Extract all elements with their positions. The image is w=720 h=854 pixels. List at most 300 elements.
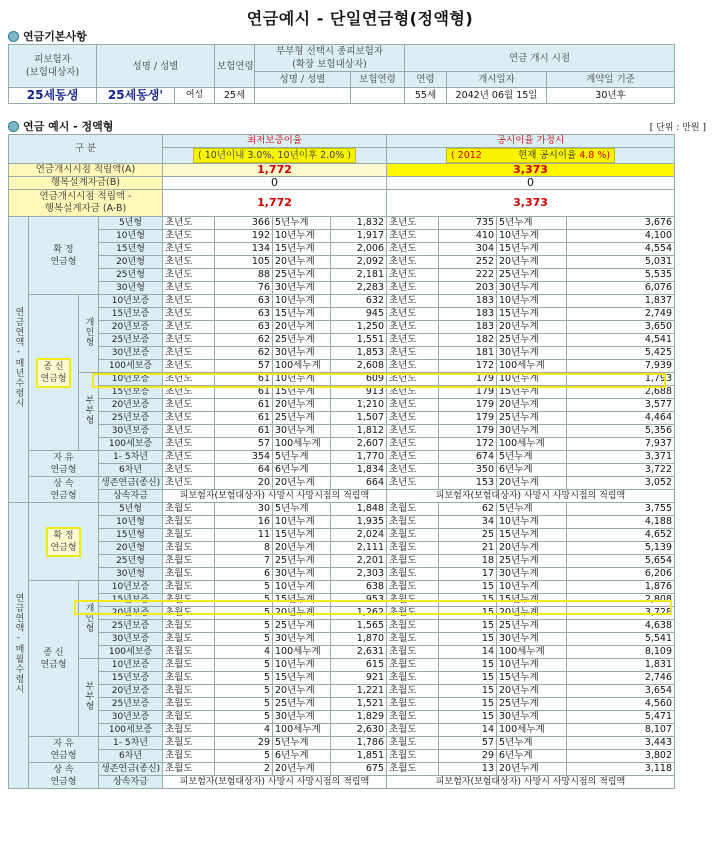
cell-v4: 8,109: [567, 646, 675, 659]
cell-v4: 5,356: [567, 425, 675, 438]
data-row: [9, 529, 675, 542]
cell-v4: 2,746: [567, 672, 675, 685]
insured-value: 25세동생: [9, 88, 97, 104]
data-row: [9, 451, 675, 464]
cell-unit2: 25년누계: [273, 334, 331, 347]
cell-unit4: 15년누계: [497, 529, 567, 542]
cell-unit4: 10년누계: [497, 659, 567, 672]
cell-unit2: 20년누계: [273, 256, 331, 269]
data-row: [9, 243, 675, 256]
start-date-value: 2042년 06월 15일: [447, 88, 547, 104]
spouse-name-header: 성명 / 성별: [255, 72, 351, 88]
data-row: [9, 347, 675, 360]
individual-label: 개인형: [79, 581, 99, 659]
cell-unit3: 초년도: [387, 425, 439, 438]
cell-unit2: 20년누계: [273, 321, 331, 334]
summary-pub-value: 3,373: [387, 164, 675, 177]
cell-v2: 1,870: [331, 633, 387, 646]
pub-rate-note: ( 2012 현재 공시이율 4.8 %): [446, 148, 615, 163]
cell-unit1: 초월도: [163, 750, 215, 763]
cell-v1: 2: [215, 763, 273, 776]
bullet-icon: [8, 121, 19, 132]
cell-v4: 4,100: [567, 230, 675, 243]
cell-unit4: 20년누계: [497, 607, 567, 620]
cell-v2: 638: [331, 581, 387, 594]
cell-unit4: 10년누계: [497, 516, 567, 529]
cell-unit4: 6년누계: [497, 750, 567, 763]
cell-unit3: 초년도: [387, 243, 439, 256]
cell-unit2: 20년누계: [273, 607, 331, 620]
spouse-age-value: [351, 88, 405, 104]
cell-unit4: 20년누계: [497, 763, 567, 776]
data-row: [9, 503, 675, 516]
cell-unit2: 15년누계: [273, 386, 331, 399]
cell-v3: 410: [439, 230, 497, 243]
row-type-label: 생존연금(종신): [99, 477, 163, 490]
cell-unit1: 초년도: [163, 438, 215, 451]
data-row: [9, 698, 675, 711]
cell-unit2: 5년누계: [273, 451, 331, 464]
sex-value: 여성: [175, 88, 215, 104]
cell-v1: 76: [215, 282, 273, 295]
cell-v3: 183: [439, 295, 497, 308]
life-type-label: 종 신 연금형: [29, 581, 79, 737]
cell-v2: 2,201: [331, 555, 387, 568]
data-row: [9, 295, 675, 308]
cell-v2: 1,521: [331, 698, 387, 711]
cell-unit1: 초월도: [163, 568, 215, 581]
cell-unit4: 5년누계: [497, 451, 567, 464]
cell-v3: 15: [439, 594, 497, 607]
cell-unit3: 초월도: [387, 711, 439, 724]
cell-unit2: 10년누계: [273, 581, 331, 594]
cell-unit1: 초년도: [163, 282, 215, 295]
data-row: [9, 373, 675, 386]
cell-v4: 2,688: [567, 386, 675, 399]
cell-v3: 14: [439, 724, 497, 737]
cell-v3: 350: [439, 464, 497, 477]
data-row: [9, 269, 675, 282]
cell-v1: 88: [215, 269, 273, 282]
cell-unit4: 5년누계: [497, 737, 567, 750]
start-age-header: 연령: [405, 72, 447, 88]
cell-unit1: 초월도: [163, 724, 215, 737]
cell-unit3: 초년도: [387, 412, 439, 425]
data-row: [9, 425, 675, 438]
cell-unit2: 25년누계: [273, 620, 331, 633]
cell-unit2: 20년누계: [273, 477, 331, 490]
data-row: [9, 334, 675, 347]
cell-unit1: 초년도: [163, 347, 215, 360]
cell-v1: 5: [215, 633, 273, 646]
data-row: [9, 568, 675, 581]
cell-unit1: 초월도: [163, 763, 215, 776]
cell-unit4: 25년누계: [497, 334, 567, 347]
cell-v1: 366: [215, 217, 273, 230]
row-type-label: 20년보증: [99, 685, 163, 698]
cell-unit1: 초년도: [163, 230, 215, 243]
row-type-label: 20년보증: [99, 399, 163, 412]
cell-unit1: 초년도: [163, 321, 215, 334]
cell-unit1: 초월도: [163, 685, 215, 698]
cell-unit1: 초월도: [163, 737, 215, 750]
cell-v4: 4,464: [567, 412, 675, 425]
cell-v2: 632: [331, 295, 387, 308]
cell-v3: 15: [439, 659, 497, 672]
cell-v1: 57: [215, 360, 273, 373]
cell-unit1: 초월도: [163, 516, 215, 529]
cell-v4: 4,638: [567, 620, 675, 633]
cell-v4: 7,937: [567, 438, 675, 451]
data-row: [9, 477, 675, 490]
cell-unit1: 초년도: [163, 477, 215, 490]
pub-rate-header: 공시이율 가정시: [387, 135, 675, 148]
cell-unit2: 10년누계: [273, 230, 331, 243]
cell-v4: 3,755: [567, 503, 675, 516]
cell-unit3: 초년도: [387, 256, 439, 269]
cell-v2: 1,829: [331, 711, 387, 724]
cell-v4: 2,808: [567, 594, 675, 607]
bullet-icon: [8, 31, 19, 42]
cell-unit2: 30년누계: [273, 633, 331, 646]
section-main-title: [8, 118, 113, 134]
contract-basis-value: 30년후: [547, 88, 675, 104]
cell-unit3: 초월도: [387, 555, 439, 568]
cell-v1: 7: [215, 555, 273, 568]
cell-unit3: 초월도: [387, 581, 439, 594]
cell-v2: 1,565: [331, 620, 387, 633]
cell-unit3: 초월도: [387, 724, 439, 737]
row-type-label: 100세보증: [99, 438, 163, 451]
cell-v1: 5: [215, 750, 273, 763]
cell-unit2: 30년누계: [273, 711, 331, 724]
cell-unit1: 초년도: [163, 412, 215, 425]
cell-unit3: 초월도: [387, 763, 439, 776]
cell-unit1: 초월도: [163, 633, 215, 646]
inherit-desc-pub: 피보험자(보험대상자) 사망시 사망시점의 적립액: [387, 490, 675, 503]
summary-pub-value: 3,373: [387, 190, 675, 217]
cell-v1: 61: [215, 386, 273, 399]
cell-v4: 5,535: [567, 269, 675, 282]
cell-unit4: 100세누계: [497, 438, 567, 451]
row-type-label: 5년형: [99, 217, 163, 230]
summary-pub-value: 0: [387, 177, 675, 190]
cell-unit4: 6년누계: [497, 464, 567, 477]
cell-v4: 4,188: [567, 516, 675, 529]
cell-v1: 11: [215, 529, 273, 542]
cell-unit3: 초년도: [387, 360, 439, 373]
cell-v2: 1,507: [331, 412, 387, 425]
cell-v4: 3,443: [567, 737, 675, 750]
cell-unit3: 초월도: [387, 646, 439, 659]
cell-v4: 1,876: [567, 581, 675, 594]
cell-v2: 2,181: [331, 269, 387, 282]
cell-v2: 913: [331, 386, 387, 399]
cell-unit2: 100세누계: [273, 724, 331, 737]
row-type-label: 생존연금(종신): [99, 763, 163, 776]
cell-unit2: 20년누계: [273, 542, 331, 555]
row-type-label: 30년형: [99, 282, 163, 295]
summary-row: [9, 164, 675, 177]
cell-v3: 179: [439, 425, 497, 438]
cell-unit3: 초년도: [387, 438, 439, 451]
cell-unit2: 15년누계: [273, 243, 331, 256]
cell-unit1: 초년도: [163, 269, 215, 282]
cell-unit2: 25년누계: [273, 269, 331, 282]
cell-v3: 15: [439, 607, 497, 620]
data-row: [9, 217, 675, 230]
cell-unit2: 100세누계: [273, 438, 331, 451]
data-row: [9, 516, 675, 529]
cell-v1: 30: [215, 503, 273, 516]
row-type-label: 6차년: [99, 464, 163, 477]
cell-v1: 62: [215, 347, 273, 360]
cell-v2: 1,812: [331, 425, 387, 438]
row-type-label: 15년보증: [99, 386, 163, 399]
row-type-label: 100세보증: [99, 646, 163, 659]
cell-unit4: 20년누계: [497, 477, 567, 490]
group-label: 연금연액-매월수령시: [9, 503, 29, 789]
cell-unit3: 초월도: [387, 672, 439, 685]
cell-unit4: 30년누계: [497, 633, 567, 646]
row-type-label: 10년보증: [99, 295, 163, 308]
cell-v4: 1,831: [567, 659, 675, 672]
category-header: 구 분: [9, 135, 163, 164]
cell-unit3: 초월도: [387, 503, 439, 516]
row-type-label: 25년형: [99, 269, 163, 282]
data-row: [9, 594, 675, 607]
cell-unit4: 10년누계: [497, 581, 567, 594]
cell-v2: 1,770: [331, 451, 387, 464]
cell-unit1: 초년도: [163, 464, 215, 477]
cell-v3: 735: [439, 217, 497, 230]
cell-unit2: 5년누계: [273, 217, 331, 230]
cell-v2: 2,092: [331, 256, 387, 269]
cell-v2: 1,250: [331, 321, 387, 334]
cell-v2: 2,630: [331, 724, 387, 737]
row-type-label: 6차년: [99, 750, 163, 763]
cell-v2: 2,111: [331, 542, 387, 555]
name-value: 25세동생': [97, 88, 175, 104]
cell-v2: 675: [331, 763, 387, 776]
row-type-label: 100세보증: [99, 724, 163, 737]
row-type-label: 25년보증: [99, 620, 163, 633]
cell-v3: 34: [439, 516, 497, 529]
cell-unit4: 15년누계: [497, 672, 567, 685]
cell-v2: 953: [331, 594, 387, 607]
row-type-label: 20년형: [99, 542, 163, 555]
cell-unit2: 20년누계: [273, 685, 331, 698]
row-type-label: 100세보증: [99, 360, 163, 373]
cell-unit1: 초월도: [163, 542, 215, 555]
data-row: [9, 464, 675, 477]
cell-v2: 921: [331, 672, 387, 685]
cell-v4: 4,554: [567, 243, 675, 256]
cell-unit4: 15년누계: [497, 386, 567, 399]
cell-unit4: 30년누계: [497, 568, 567, 581]
inherit-type-label: 상 속 연금형: [29, 763, 99, 789]
cell-unit2: 15년누계: [273, 529, 331, 542]
cell-unit1: 초월도: [163, 646, 215, 659]
data-row: [9, 438, 675, 451]
cell-v3: 252: [439, 256, 497, 269]
cell-v1: 5: [215, 620, 273, 633]
cell-v3: 15: [439, 698, 497, 711]
cell-unit3: 초월도: [387, 542, 439, 555]
cell-v4: 3,676: [567, 217, 675, 230]
inherit-row: [9, 776, 675, 789]
cell-v2: 1,221: [331, 685, 387, 698]
cell-v3: 15: [439, 620, 497, 633]
section-basic-title: [8, 28, 87, 44]
cell-unit4: 25년누계: [497, 412, 567, 425]
cell-unit1: 초년도: [163, 399, 215, 412]
age-header: 보험연령: [215, 45, 255, 88]
cell-unit1: 초년도: [163, 360, 215, 373]
data-row: [9, 581, 675, 594]
row-type-label: 30년형: [99, 568, 163, 581]
cell-unit4: 100세누계: [497, 646, 567, 659]
data-row: [9, 230, 675, 243]
cell-v4: 5,541: [567, 633, 675, 646]
cell-unit1: 초월도: [163, 672, 215, 685]
min-rate-note-cell: [163, 148, 387, 164]
cell-v3: 15: [439, 685, 497, 698]
row-type-label: 15년보증: [99, 672, 163, 685]
cell-v1: 4: [215, 724, 273, 737]
cell-v3: 181: [439, 347, 497, 360]
cell-unit1: 초년도: [163, 308, 215, 321]
cell-unit1: 초년도: [163, 256, 215, 269]
cell-unit1: 초년도: [163, 295, 215, 308]
min-rate-note: ( 10년이내 3.0%, 10년이후 2.0% ): [193, 148, 356, 163]
inherit-desc-min: 피보험자(보험대상자) 사망시 사망시점의 적립액: [163, 776, 387, 789]
cell-unit2: 15년누계: [273, 594, 331, 607]
cell-v1: 29: [215, 737, 273, 750]
cell-v4: 5,425: [567, 347, 675, 360]
cell-unit3: 초년도: [387, 321, 439, 334]
cell-unit2: 6년누계: [273, 750, 331, 763]
cell-v1: 134: [215, 243, 273, 256]
cell-v2: 1,935: [331, 516, 387, 529]
fixed-type-label: 확 정 연금형: [29, 503, 99, 581]
cell-unit3: 초년도: [387, 308, 439, 321]
cell-unit3: 초월도: [387, 698, 439, 711]
cell-v3: 172: [439, 438, 497, 451]
cell-v4: 5,139: [567, 542, 675, 555]
cell-v3: 153: [439, 477, 497, 490]
cell-v1: 5: [215, 607, 273, 620]
cell-v1: 5: [215, 581, 273, 594]
cell-v1: 5: [215, 711, 273, 724]
data-row: [9, 659, 675, 672]
row-type-label: 15년보증: [99, 594, 163, 607]
inherit-desc-min: 피보험자(보험대상자) 사망시 사망시점의 적립액: [163, 490, 387, 503]
cell-unit2: 30년누계: [273, 568, 331, 581]
row-type-label: 30년보증: [99, 633, 163, 646]
cell-unit2: 20년누계: [273, 763, 331, 776]
cell-v3: 179: [439, 412, 497, 425]
free-type-label: 자 유 연금형: [29, 451, 99, 477]
spouse-age-header: 보험연령: [351, 72, 405, 88]
cell-unit4: 20년누계: [497, 685, 567, 698]
header-row: [9, 135, 675, 148]
cell-v3: 179: [439, 373, 497, 386]
cell-v1: 192: [215, 230, 273, 243]
cell-v4: 6,076: [567, 282, 675, 295]
cell-unit1: 초월도: [163, 607, 215, 620]
cell-unit2: 30년누계: [273, 282, 331, 295]
cell-unit4: 25년누계: [497, 555, 567, 568]
section-basic-label: 연금기본사항: [23, 30, 87, 43]
cell-v2: 945: [331, 308, 387, 321]
cell-v4: 3,654: [567, 685, 675, 698]
data-row: [9, 555, 675, 568]
row-type-label: 15년형: [99, 529, 163, 542]
cell-v3: 17: [439, 568, 497, 581]
cell-unit3: 초월도: [387, 685, 439, 698]
cell-unit4: 15년누계: [497, 243, 567, 256]
cell-v1: 5: [215, 659, 273, 672]
group-label: 연금연액-매년수령시: [9, 217, 29, 503]
row-type-label: 20년보증: [99, 607, 163, 620]
cell-v4: 1,793: [567, 373, 675, 386]
cell-unit1: 초년도: [163, 386, 215, 399]
row-type-label: 1- 5차년: [99, 451, 163, 464]
cell-unit3: 초년도: [387, 295, 439, 308]
cell-unit2: 15년누계: [273, 308, 331, 321]
row-type-label: 25년보증: [99, 334, 163, 347]
cell-unit3: 초년도: [387, 477, 439, 490]
min-rate-header: 최저보증이율: [163, 135, 387, 148]
cell-unit2: 10년누계: [273, 373, 331, 386]
cell-v3: 183: [439, 321, 497, 334]
cell-v3: 179: [439, 386, 497, 399]
cell-unit1: 초월도: [163, 503, 215, 516]
row-type-label: 10년보증: [99, 373, 163, 386]
cell-v1: 61: [215, 373, 273, 386]
cell-v1: 61: [215, 425, 273, 438]
spouse-header: 부부형 선택시 종피보험자 (확장 보험대상자): [255, 45, 405, 72]
pub-rate-note-cell: [387, 148, 675, 164]
cell-unit1: 초월도: [163, 620, 215, 633]
cell-unit3: 초월도: [387, 737, 439, 750]
cell-v2: 1,851: [331, 750, 387, 763]
cell-unit3: 초년도: [387, 386, 439, 399]
cell-v3: 172: [439, 360, 497, 373]
cell-v2: 609: [331, 373, 387, 386]
cell-unit3: 초년도: [387, 347, 439, 360]
summary-row: [9, 177, 675, 190]
cell-v2: 1,834: [331, 464, 387, 477]
cell-unit1: 초년도: [163, 451, 215, 464]
cell-v3: 29: [439, 750, 497, 763]
cell-v2: 1,551: [331, 334, 387, 347]
cell-unit4: 5년누계: [497, 503, 567, 516]
row-type-label: 10년형: [99, 516, 163, 529]
basic-info-table: [8, 44, 675, 104]
cell-unit3: 초년도: [387, 373, 439, 386]
data-row: [9, 750, 675, 763]
cell-unit1: 초년도: [163, 334, 215, 347]
summary-min-value: 0: [163, 177, 387, 190]
cell-v2: 2,631: [331, 646, 387, 659]
cell-v1: 5: [215, 672, 273, 685]
cell-v1: 8: [215, 542, 273, 555]
unit-label: [ 단위 : 만원 ]: [649, 123, 706, 133]
cell-unit3: 초월도: [387, 750, 439, 763]
cell-v3: 183: [439, 308, 497, 321]
